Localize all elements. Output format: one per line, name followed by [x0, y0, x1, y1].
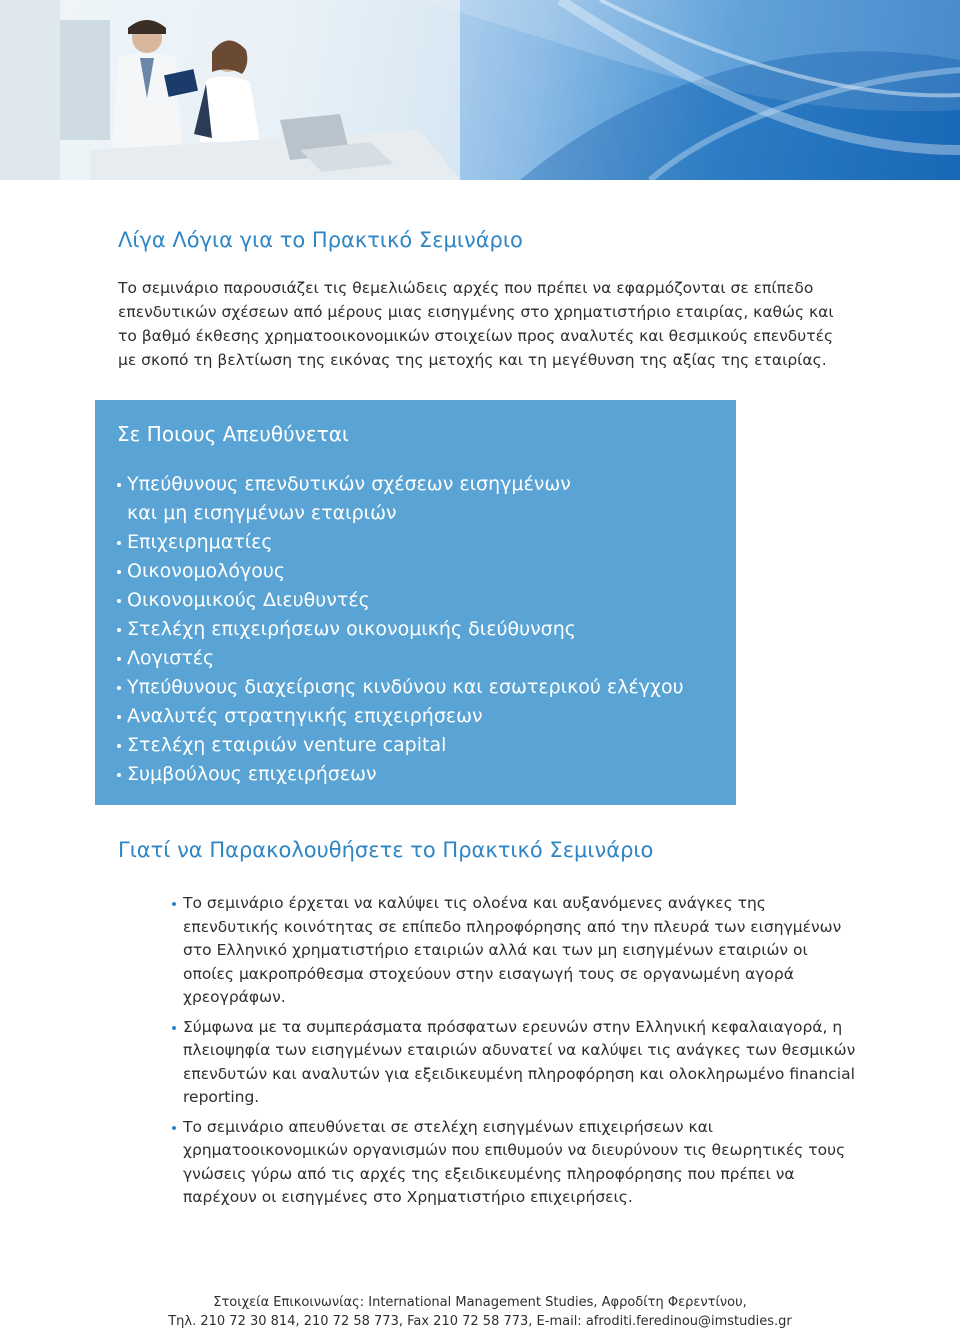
- contact-line-2: Τηλ. 210 72 30 814, 210 72 58 773, Fax 210 72 58 773, E-mail: afroditi.feredinou@imstudies.gr: [168, 1314, 792, 1329]
- header-photo-illustration: [0, 0, 960, 180]
- contact-footer: [0, 1293, 960, 1331]
- header-photo: [0, 0, 960, 180]
- intro-title: Λίγα Λόγια για το Πρακτικό Σεμινάριο: [118, 228, 523, 252]
- list-item: Οικονομολόγους: [117, 557, 684, 586]
- audience-list: [117, 470, 684, 789]
- why-title: Γιατί να Παρακολουθήσετε το Πρακτικό Σεμινάριο: [118, 838, 654, 862]
- list-item: Το σεμινάριο απευθύνεται σε στελέχη εισηγμένων επιχειρήσεων και χρηματοοικονομικών οργανισμών που επιθυμούν να διευρύνουν τις θεωρητικές τους γνώσεις γύρω από τις αρχές της εξειδικευμένης πληροφόρησης που πρέπει να παρέχουν οι εισηγμένες στο Χρηματιστήριο επιχειρήσεις.: [172, 1116, 862, 1210]
- list-item: Υπεύθυνους επενδυτικών σχέσεων εισηγμένων και μη εισηγμένων εταιριών: [117, 470, 684, 528]
- list-item: Συμβούλους επιχειρήσεων: [117, 760, 684, 789]
- intro-paragraph: Το σεμινάριο παρουσιάζει τις θεμελιώδεις αρχές που πρέπει να εφαρμόζονται σε επίπεδο επενδυτικών σχέσεων από μέρους μιας εισηγμένης στο χρηματιστήριο εταιρίας, καθώς και το βαθμό έκθεσης χρηματοοικονομικών στοιχείων προς αναλυτές και θεσμικούς επενδυτές με σκοπό τη βελτίωση της εικόνας της μετοχής και τη μεγέθυνση της αξίας της εταιρίας.: [118, 279, 834, 369]
- list-item: Αναλυτές στρατηγικής επιχειρήσεων: [117, 702, 684, 731]
- list-item: Επιχειρηματίες: [117, 528, 684, 557]
- list-item: Το σεμινάριο έρχεται να καλύψει τις ολοένα και αυξανόμενες ανάγκες της επενδυτικής κοινότητας σε επίπεδο πληροφόρησης από την πλευρά των εισηγμένων στο Ελληνικό χρηματιστήριο εταιριών αλλά και των μη εισηγμένων εταιριών οι οποίες μακροπρόθεσμα στοχεύουν στην εισαγωγή τους σε οργανωμένη αγορά χρεογράφων.: [172, 892, 862, 1010]
- audience-title: Σε Ποιους Απευθύνεται: [117, 422, 349, 446]
- why-list: [172, 892, 862, 1216]
- list-item: Στελέχη εταιριών venture capital: [117, 731, 684, 760]
- list-item: Υπεύθυνους διαχείρισης κινδύνου και εσωτερικού ελέγχου: [117, 673, 684, 702]
- list-item: Σύμφωνα με τα συμπεράσματα πρόσφατων ερευνών στην Ελληνική κεφαλαιαγορά, η πλειοψηφία των εισηγμένων εταιριών αδυνατεί να καλύψει τις ανάγκες των θεσμικών επενδυτών και αναλυτών για εξειδικευμένη πληροφόρηση και ολοκληρωμένο financial reporting.: [172, 1016, 862, 1110]
- list-item: Στελέχη επιχειρήσεων οικονομικής διεύθυνσης: [117, 615, 684, 644]
- audience-panel: [95, 400, 736, 805]
- contact-line-1: Στοιχεία Επικοινωνίας: International Management Studies, Αφροδίτη Φερεντίνου,: [213, 1295, 747, 1310]
- list-item: Οικονομικούς Διευθυντές: [117, 586, 684, 615]
- list-item: Λογιστές: [117, 644, 684, 673]
